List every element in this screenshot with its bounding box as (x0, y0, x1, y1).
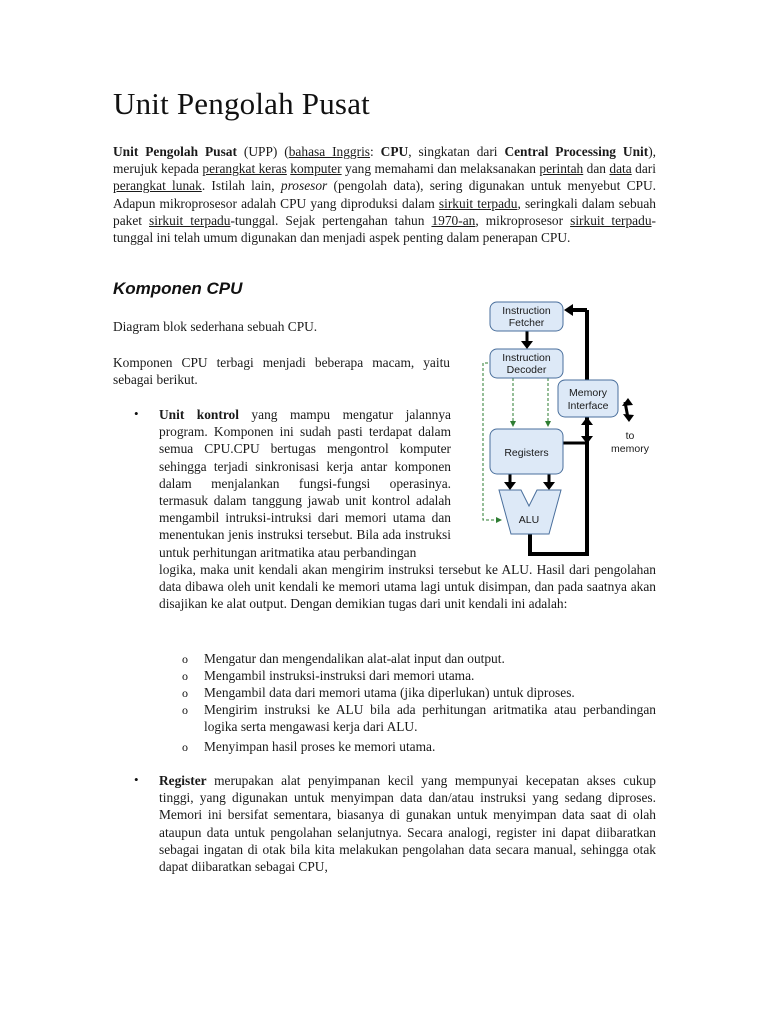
memory-interface-label-1: Memory (569, 387, 607, 399)
term-upp: Unit Pengolah Pusat (113, 144, 237, 159)
to-memory-label-2: memory (611, 443, 649, 455)
intro-text: , singkatan dari (408, 144, 505, 159)
task-item: Mengirim instruksi ke ALU bila ada perhitungan aritmatika atau perbandingan logika serta mengawasi kerja dari ALU. (204, 702, 656, 735)
term-unit-kontrol: Unit kontrol (159, 407, 239, 422)
intro-text: dan (583, 161, 610, 177)
term-prosesor: prosesor (280, 178, 328, 194)
memory-interface-label-2: Interface (567, 400, 609, 412)
link-komputer[interactable]: komputer (290, 161, 342, 177)
sub-bullet: o (182, 703, 188, 717)
to-memory-label-1: to (625, 430, 635, 442)
sub-bullet: o (182, 686, 188, 700)
bullet-register: • (134, 772, 139, 787)
link-sirkuit-terpadu[interactable]: sirkuit terpadu (438, 195, 518, 211)
unit-kontrol-text-wide: logika, maka unit kendali akan mengirim instruksi tersebut ke ALU. Hasil dari pengolahan data dibawa oleh unit kendali ke memori utama lagi untuk disimpan, dan pada saatnya akan disajikan ke alat output. Dengan demikian tugas dari unit kendali ini adalah: (159, 561, 656, 612)
decoder-label-1: Instruction (502, 352, 551, 364)
term-central-processing-unit: Central Processing Unit (504, 144, 649, 159)
components-intro: Komponen CPU terbagi menjadi beberapa macam, yaitu sebagai berikut. (113, 355, 450, 388)
task-item: Mengambil data dari memori utama (jika diperlukan) untuk diproses. (204, 685, 575, 700)
unit-kontrol-text-narrow (159, 406, 451, 561)
term-cpu: CPU (380, 144, 409, 159)
link-sirkuit-terpadu[interactable]: sirkuit terpadu (149, 212, 231, 228)
diagram-caption: Diagram blok sederhana sebuah CPU. (113, 319, 318, 334)
intro-text: ), merujuk kepada (113, 144, 657, 177)
arrowhead (521, 341, 533, 349)
task-item: Menyimpan hasil proses ke memori utama. (204, 739, 436, 754)
intro-text: : (370, 144, 381, 159)
intro-text: (UPP) ( (236, 144, 289, 159)
link-sirkuit-terpadu[interactable]: sirkuit terpadu (570, 212, 652, 228)
task-item: Mengatur dan mengendalikan alat-alat input dan output. (204, 651, 505, 666)
register-text: merupakan alat penyimpanan kecil yang mempunyai kecepatan akses cukup tinggi, yang digunakan untuk menyimpan data dan/atau instruksi yang sedang diproses. Memori ini bersifat sementara, biasanya di gunakan untuk menyimpan data saat di olah ataupun data untuk pengolahan selanjutnya. Secara analogi, register ini dapat diibaratkan sebagai ingatan di otak bila kita melakukan pengolahan data secara manual, sehingga otak dapat diibaratkan sebagai CPU, (159, 773, 656, 875)
decoder-label-2: Decoder (506, 364, 547, 376)
sub-bullet: o (182, 652, 188, 666)
intro-text: , seringkali dalam sebuah paket (113, 195, 656, 228)
sub-bullet: o (182, 740, 188, 754)
register-item (159, 772, 656, 875)
task-item: Mengambil instruksi-instruksi dari memori utama. (204, 668, 475, 683)
intro-text: -tunggal ini telah umum digunakan dan menjadi aspek penting dalam penerapan CPU. (113, 212, 656, 246)
intro-text: . Istilah lain, (201, 178, 281, 194)
link-bahasa-inggris[interactable]: bahasa Inggris (288, 144, 371, 159)
intro-text: (pengolah data), sering digunakan untuk menyebut CPU. Adapun mikroprosesor adalah CPU yang diproduksi dalam (113, 178, 657, 211)
sub-bullet: o (182, 669, 188, 683)
bullet-unit-kontrol: • (134, 406, 139, 421)
term-register: Register (159, 773, 207, 788)
link-perangkat-lunak[interactable]: perangkat lunak (113, 178, 202, 194)
fetcher-label-2: Fetcher (508, 317, 545, 329)
link-1970-an[interactable]: 1970-an (431, 212, 476, 228)
page-title: Unit Pengolah Pusat (113, 86, 370, 121)
section-heading: Komponen CPU (113, 279, 243, 298)
intro-paragraph (113, 143, 656, 246)
fetcher-label-1: Instruction (502, 305, 551, 317)
link-data[interactable]: data (609, 161, 632, 177)
intro-text: -tunggal. Sejak pertengahan tahun (230, 212, 432, 228)
unit-kontrol-item (159, 406, 656, 612)
unit-kontrol-text: yang mampu mengatur jalannya program. Komponen ini sudah pasti terdapat dalam semua CPU.CPU bertugas mengontrol komputer sehingga terjadi sinkronisasi kerja antar komponen dalam menjalankan fungsi-fungsi operasinya. termasuk dalam tanggung jawab unit kontrol adalah mengambil intruksi-intruksi dari memori utama dan menentukan jenis instruksi tersebut. Bila ada instruksi untuk perhitungan aritmatika atau perbandingan (159, 407, 452, 560)
link-perangkat-keras[interactable]: perangkat keras (202, 161, 287, 177)
intro-text: , mikroprosesor (475, 212, 571, 228)
bus-arrowhead (564, 304, 573, 316)
arrowhead (622, 398, 633, 406)
intro-text: dari (631, 161, 656, 177)
intro-text: yang memahami dan melaksanakan (341, 161, 540, 177)
alu-label: ALU (518, 514, 540, 526)
registers-label: Registers (504, 447, 549, 459)
link-perintah[interactable]: perintah (539, 161, 584, 177)
